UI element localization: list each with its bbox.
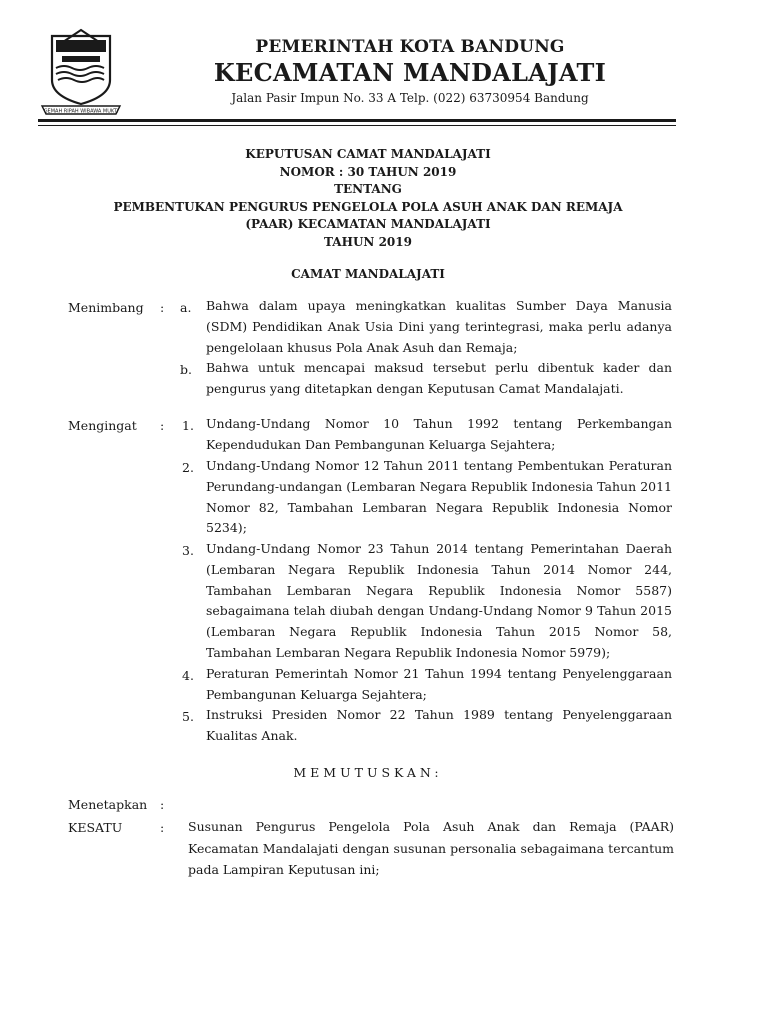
issuer-heading: CAMAT MANDALAJATI	[291, 267, 445, 281]
letterhead-address: Jalan Pasir Impun No. 33 A Telp. (022) 63730954 Bandung	[231, 91, 589, 105]
letterhead-rule-thick	[38, 119, 676, 122]
decree-title-line: KEPUTUSAN CAMAT MANDALAJATI	[245, 147, 491, 161]
logo-motto: GEMAH RIPAH WIBAWA MUKTI	[43, 108, 119, 115]
list-item-text: Undang-Undang Nomor 10 Tahun 1992 tentang Perkembangan Kependudukan Dan Pembangunan Keluarga Sejahtera;	[206, 416, 672, 452]
section-colon: :	[160, 797, 165, 812]
list-marker: 2.	[182, 460, 194, 475]
section-colon: :	[160, 820, 165, 835]
city-emblem-logo	[38, 22, 124, 122]
letterhead-rule-thin	[38, 125, 676, 126]
decree-title	[60, 146, 676, 251]
section-label-menimbang: Menimbang	[68, 300, 144, 315]
section-colon: :	[160, 418, 165, 433]
list-marker: 5.	[182, 709, 194, 724]
section-colon: :	[160, 300, 165, 315]
letterhead-government: PEMERINTAH KOTA BANDUNG	[255, 37, 565, 57]
list-item-text: Undang-Undang Nomor 12 Tahun 2011 tentang Pembentukan Peraturan Perundang-undangan (Lembaran Negara Republik Indonesia Tahun 2011 Nomor 82, Tambahan Lembaran Negara Republik Indonesia Nomor 5234);	[206, 458, 672, 536]
list-item-text: Bahwa untuk mencapai maksud tersebut perlu dibentuk kader dan pengurus yang ditetapkan dengan Keputusan Camat Mandalajati.	[206, 360, 672, 396]
list-marker: a.	[180, 300, 192, 315]
list-marker: 1.	[182, 418, 194, 433]
section-label-mengingat: Mengingat	[68, 418, 137, 433]
decree-year: TAHUN 2019	[324, 234, 412, 249]
section-label-menetapkan: Menetapkan	[68, 797, 148, 812]
decree-subject: (PAAR) KECAMATAN MANDALAJATI	[245, 217, 491, 231]
list-item-text: Undang-Undang Nomor 23 Tahun 2014 tentang Pemerintahan Daerah (Lembaran Negara Republik Indonesia Tahun 2014 Nomor 244, Tambahan Lembaran Negara Republik Indonesia Nomor 5587) sebagaimana telah diubah dengan Undang-Undang Nomor 9 Tahun 2015 (Lembaran Negara Republik Indonesia Tahun 2015 Nomor 58, Tambahan Lembaran Negara Republik Indonesia Nomor 5979);	[206, 541, 672, 660]
section-label-kesatu: KESATU	[68, 820, 123, 835]
decree-number: NOMOR : 30 TAHUN 2019	[279, 164, 457, 179]
list-marker: 3.	[182, 543, 194, 558]
list-marker: 4.	[182, 668, 194, 683]
letterhead-district: KECAMATAN MANDALAJATI	[213, 58, 607, 87]
list-item-text: Peraturan Pemerintah Nomor 21 Tahun 1994 tentang Penyelenggaraan Pembangunan Keluarga Sejahtera;	[206, 666, 672, 702]
memutuskan-heading: MEMUTUSKAN:	[293, 765, 443, 780]
decree-subject: PEMBENTUKAN PENGURUS PENGELOLA POLA ASUH ANAK DAN REMAJA	[113, 199, 623, 214]
kesatu-text: Susunan Pengurus Pengelola Pola Asuh Anak dan Remaja (PAAR) Kecamatan Mandalajati dengan susunan personalia sebagaimana tercantum pada Lampiran Keputusan ini;	[188, 819, 674, 877]
list-item-text: Instruksi Presiden Nomor 22 Tahun 1989 tentang Penyelenggaraan Kualitas Anak.	[206, 707, 672, 743]
decree-title-line: TENTANG	[334, 182, 402, 196]
list-marker: b.	[180, 362, 192, 377]
list-item-text: Bahwa dalam upaya meningkatkan kualitas Sumber Daya Manusia (SDM) Pendidikan Anak Usia Dini yang terintegrasi, maka perlu adanya pengelolaan khusus Pola Anak Asuh dan Remaja;	[206, 298, 672, 355]
